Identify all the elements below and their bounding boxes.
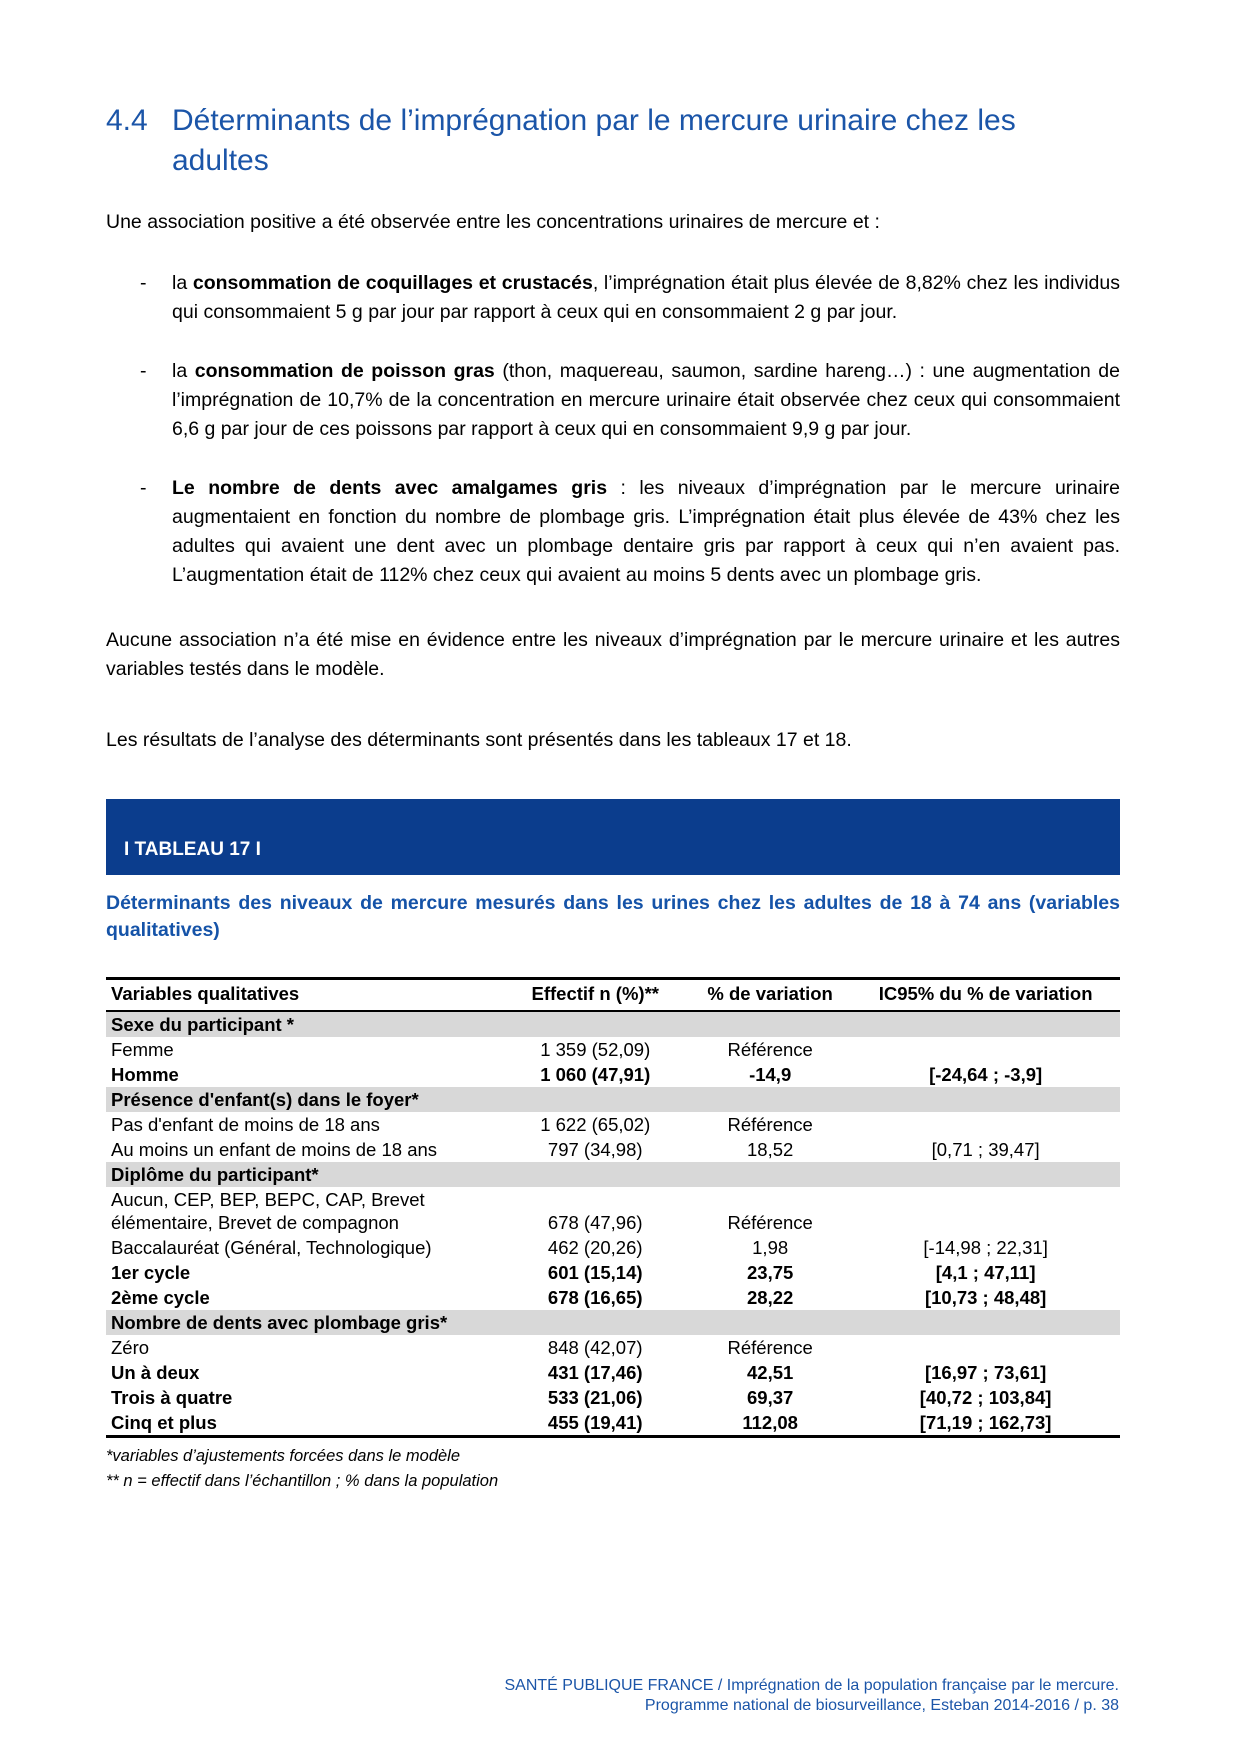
section-label: Sexe du participant *	[106, 1011, 1120, 1037]
cell-variation: Référence	[727, 1337, 813, 1358]
cell-variation: 42,51	[747, 1362, 794, 1383]
table-row	[106, 1335, 1120, 1360]
cell-ic: [16,97 ; 73,61]	[924, 1362, 1047, 1383]
footer-line-2: Programme national de biosurveillance, Esteban 2014-2016 / p. 38	[644, 1697, 1119, 1714]
table-section-row	[106, 1087, 1120, 1112]
cell-variation: 18,52	[747, 1139, 794, 1160]
section-label: Diplôme du participant*	[106, 1162, 1120, 1187]
table-row	[106, 1260, 1120, 1285]
bullet-pre: la	[172, 360, 195, 382]
cell-label: Un à deux	[111, 1362, 200, 1383]
bullet-list	[106, 269, 1120, 590]
cell-effectif: 848 (42,07)	[547, 1337, 643, 1358]
header-variation: % de variation	[689, 979, 851, 1012]
cell-effectif: 462 (20,26)	[547, 1237, 643, 1258]
cell-effectif: 797 (34,98)	[547, 1139, 643, 1160]
cell-variation: 112,08	[742, 1412, 798, 1433]
cell-variation: -14,9	[749, 1064, 792, 1085]
table-section-row	[106, 1011, 1120, 1037]
cell-label: 1er cycle	[111, 1262, 191, 1283]
cell-effectif: 431 (17,46)	[547, 1362, 643, 1383]
bullet-text	[172, 474, 1120, 590]
bullet-bold: consommation de coquillages et crustacés	[192, 272, 593, 294]
cell-variation: 23,75	[747, 1262, 794, 1283]
intro-paragraph: Une association positive a été observée entre les concentrations urinaires de mercure et :	[106, 211, 880, 233]
cell-ic: [-14,98 ; 22,31]	[923, 1237, 1048, 1258]
cell-label: Baccalauréat (Général, Technologique)	[111, 1237, 432, 1258]
cell-label: 2ème cycle	[111, 1287, 210, 1308]
cell-ic	[851, 1112, 1120, 1137]
section-label: Présence d'enfant(s) dans le foyer*	[106, 1087, 1120, 1112]
table-row	[106, 1410, 1120, 1437]
table-section-row	[106, 1310, 1120, 1335]
cell-ic: [4,1 ; 47,11]	[935, 1262, 1036, 1283]
bullet-bold: consommation de poisson gras	[194, 360, 495, 382]
cell-effectif: 1 622 (65,02)	[540, 1114, 651, 1135]
bullet-post: : les niveaux d’imprégnation par le mercure urinaire augmentaient en fonction du nombre de plombage gris. L’imprégnation était plus élevée de 43% chez les adultes qui avaient une dent avec un plombage dentaire gris par rapport à ceux qui n’en avaient pas. L’augmentation était de 112% chez ceux qui avaient au moins 5 dents avec un plombage gris.	[172, 477, 1120, 586]
section-number: 4.4	[106, 104, 148, 137]
cell-effectif: 678 (47,96)	[547, 1212, 643, 1233]
table-banner	[106, 799, 1120, 875]
section-label: Nombre de dents avec plombage gris*	[106, 1310, 1120, 1335]
table-header-row	[106, 979, 1120, 1012]
cell-ic: [40,72 ; 103,84]	[919, 1387, 1052, 1408]
cell-label: Homme	[111, 1064, 179, 1085]
page-footer	[505, 1676, 1120, 1716]
bullet-text	[172, 357, 1120, 444]
bullet-pre: la	[172, 272, 193, 294]
cell-label: Pas d'enfant de moins de 18 ans	[111, 1114, 380, 1135]
bullet-dash: -	[140, 477, 147, 499]
bullet-item-fatty-fish	[106, 357, 1120, 444]
cell-effectif: 533 (21,06)	[547, 1387, 643, 1408]
bullet-item-shellfish	[106, 269, 1120, 327]
cell-variation: Référence	[727, 1039, 813, 1060]
cell-effectif: 1 060 (47,91)	[540, 1064, 651, 1085]
cell-label: Aucun, CEP, BEP, BEPC, CAP, Brevet élémentaire, Brevet de compagnon	[111, 1189, 425, 1233]
cell-label: Cinq et plus	[111, 1412, 217, 1433]
cell-effectif: 601 (15,14)	[547, 1262, 643, 1283]
footnote-2: ** n = effectif dans l’échantillon ; % dans la population	[106, 1472, 499, 1490]
cell-variation: Référence	[727, 1114, 813, 1135]
table-row	[106, 1062, 1120, 1087]
table-row	[106, 1235, 1120, 1260]
table-section-row	[106, 1162, 1120, 1187]
cell-label: Trois à quatre	[111, 1387, 233, 1408]
bullet-post: (thon, maquereau, saumon, sardine hareng…) : une augmentation de l’imprégnation de 10,7% de la concentration en mercure urinaire était observée chez ceux qui consommaient 6,6 g par jour de ces poissons par rapport à ceux qui en consommaient 9,9 g par jour.	[172, 360, 1120, 440]
table-row	[106, 1112, 1120, 1137]
header-effectif: Effectif n (%)**	[501, 979, 689, 1012]
table-footnotes	[106, 1444, 1120, 1494]
table-row	[106, 1037, 1120, 1062]
footnote-1: *variables d’ajustements forcées dans le modèle	[106, 1447, 461, 1465]
cell-ic	[851, 1037, 1120, 1062]
cell-label: Au moins un enfant de moins de 18 ans	[111, 1139, 438, 1160]
table-row	[106, 1385, 1120, 1410]
table-banner-label: I TABLEAU 17 I	[124, 839, 261, 860]
cell-ic: [-24,64 ; -3,9]	[929, 1064, 1043, 1085]
header-variables: Variables qualitatives	[106, 979, 501, 1012]
cell-ic	[851, 1335, 1120, 1360]
cell-label: Femme	[111, 1039, 174, 1060]
cell-variation: 69,37	[747, 1387, 794, 1408]
cell-variation: 28,22	[747, 1287, 794, 1308]
cell-label: Zéro	[111, 1337, 150, 1358]
bullet-dash: -	[140, 360, 147, 382]
bullet-post: , l’imprégnation était plus élevée de 8,82% chez les individus qui consommaient 5 g par jour par rapport à ceux qui en consommaient 2 g par jour.	[172, 272, 1120, 323]
cell-variation: Référence	[727, 1212, 813, 1233]
bullet-dash: -	[140, 272, 147, 294]
section-heading	[106, 101, 1120, 181]
table-row	[106, 1187, 1120, 1235]
table-row	[106, 1360, 1120, 1385]
cell-ic: [0,71 ; 39,47]	[931, 1139, 1040, 1160]
determinants-table	[106, 977, 1120, 1438]
bullet-bold: Le nombre de dents avec amalgames gris	[172, 477, 608, 499]
footer-line-1: SANTÉ PUBLIQUE FRANCE / Imprégnation de la population française par le mercure.	[504, 1677, 1119, 1694]
section-title: Déterminants de l’imprégnation par le mercure urinaire chez les adultes	[172, 104, 1016, 177]
cell-ic	[851, 1187, 1120, 1235]
bullet-item-amalgam-teeth	[106, 474, 1120, 590]
bullet-text	[172, 269, 1120, 327]
table-row	[106, 1137, 1120, 1162]
paragraph-results: Les résultats de l’analyse des déterminants sont présentés dans les tableaux 17 et 18.	[106, 729, 852, 751]
page-content	[106, 0, 1120, 1494]
paragraph-no-association: Aucune association n’a été mise en évidence entre les niveaux d’imprégnation par le mercure urinaire et les autres variables testés dans le modèle.	[106, 629, 1120, 680]
cell-effectif: 1 359 (52,09)	[540, 1039, 651, 1060]
table-row	[106, 1285, 1120, 1310]
cell-variation: 1,98	[752, 1237, 789, 1258]
cell-ic: [10,73 ; 48,48]	[924, 1287, 1047, 1308]
cell-ic: [71,19 ; 162,73]	[919, 1412, 1052, 1433]
header-ic95: IC95% du % de variation	[851, 979, 1120, 1012]
cell-effectif: 678 (16,65)	[547, 1287, 643, 1308]
table-title: Déterminants des niveaux de mercure mesurés dans les urines chez les adultes de 18 à 74 ans (variables qualitatives)	[106, 892, 1120, 941]
cell-effectif: 455 (19,41)	[547, 1412, 643, 1433]
